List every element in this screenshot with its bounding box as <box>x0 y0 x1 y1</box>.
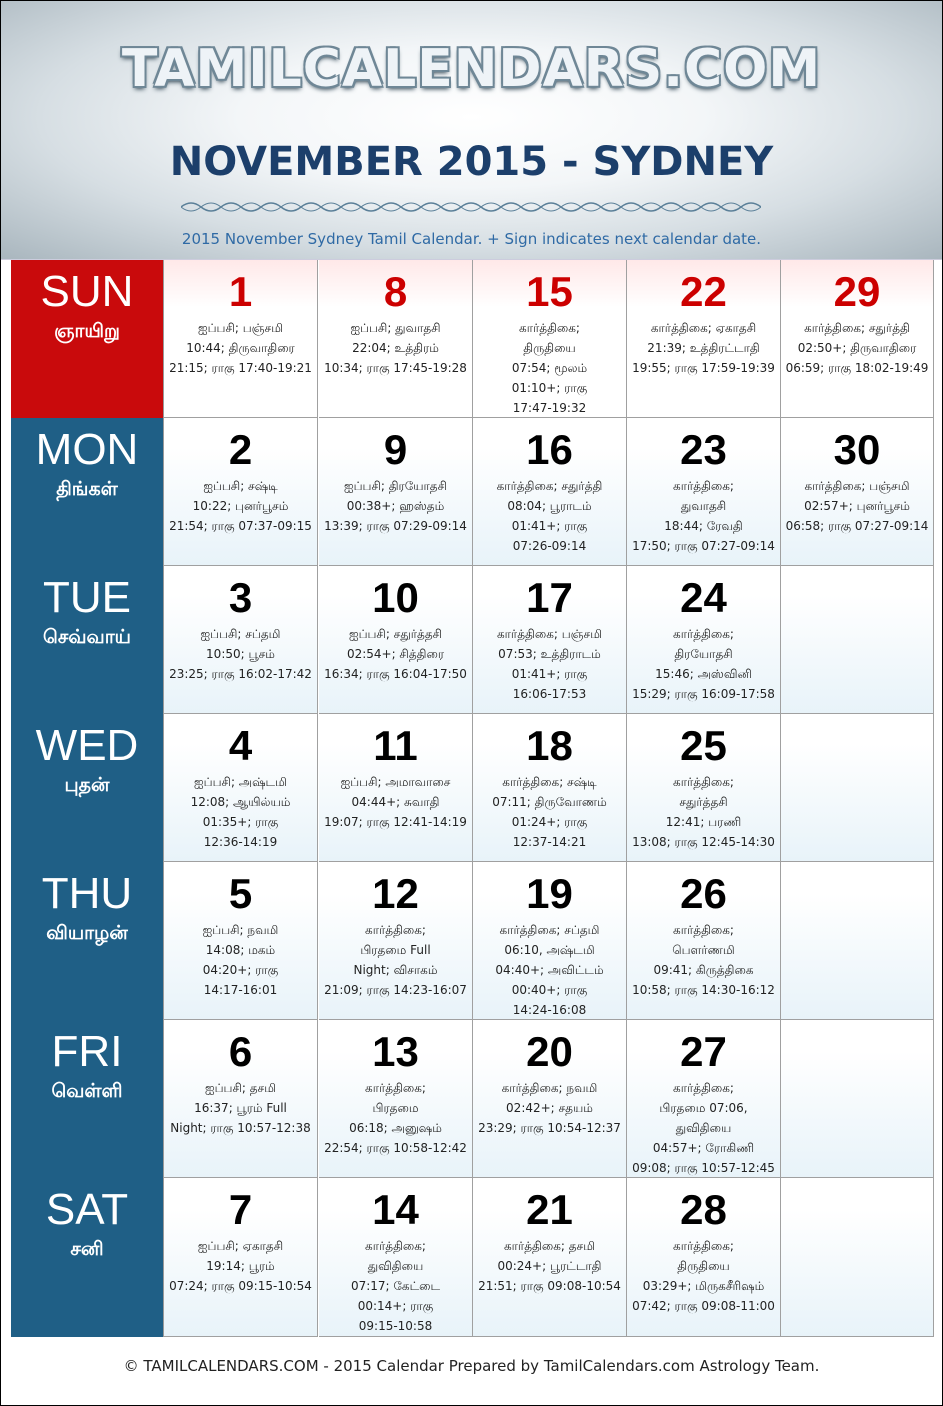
panchang-details <box>164 624 317 684</box>
date-number: 2 <box>228 426 253 473</box>
detail-line: 10:34; ராகு 17:45-19:28 <box>324 361 467 375</box>
header-banner <box>1 1 942 260</box>
empty-cell <box>781 566 934 714</box>
week-row-thu <box>11 862 934 1020</box>
detail-line: திருதியை <box>523 341 576 355</box>
detail-line: 07:26-09:14 <box>512 539 587 553</box>
day-cell-19 <box>473 862 627 1020</box>
detail-line: 07:42; ராகு 09:08-11:00 <box>632 1299 775 1313</box>
detail-line: கார்த்திகை; <box>365 1081 426 1095</box>
detail-line: ஐப்பசி; ஏகாதசி <box>197 1239 284 1253</box>
detail-line: 13:39; ராகு 07:29-09:14 <box>324 519 467 533</box>
date-number: 24 <box>680 574 727 621</box>
ornament-divider <box>181 199 761 215</box>
day-cell-12 <box>319 862 473 1020</box>
weekday-tamil: வியாழன் <box>46 922 128 944</box>
date-number: 21 <box>526 1186 573 1233</box>
detail-line: 07:53; உத்திராடம் <box>498 647 601 661</box>
detail-line: 12:37-14:21 <box>512 835 587 849</box>
detail-line: கார்த்திகை; <box>673 1081 734 1095</box>
date-number: 3 <box>228 574 253 621</box>
day-cell-30 <box>781 418 934 566</box>
empty-cell <box>781 1020 934 1178</box>
day-cell-24 <box>627 566 781 714</box>
day-cell-18 <box>473 714 627 862</box>
detail-line: கார்த்திகை; பஞ்சமி <box>496 627 603 641</box>
panchang-details <box>164 1078 317 1138</box>
day-cell-22 <box>627 260 781 418</box>
weekday-english: SUN <box>40 267 134 316</box>
detail-line: ஐப்பசி; சதுர்த்தசி <box>348 627 443 641</box>
day-cell-20 <box>473 1020 627 1178</box>
panchang-details <box>627 1078 780 1178</box>
detail-line: 18:44; ரேவதி <box>664 519 743 533</box>
detail-line: 02:50+; திருவாதிரை <box>797 341 917 355</box>
detail-line: 09:15-10:58 <box>358 1319 433 1333</box>
panchang-details <box>319 920 472 1000</box>
detail-line: 06:18; அனுஷம் <box>349 1121 442 1135</box>
panchang-details <box>627 1236 780 1316</box>
site-logo-title[interactable]: TAMILCALENDARS.COM <box>121 39 822 99</box>
detail-line: 23:29; ராகு 10:54-12:37 <box>478 1121 621 1135</box>
day-cell-28 <box>627 1178 781 1337</box>
weekday-english: WED <box>35 721 139 770</box>
weekday-label-wed <box>11 714 164 862</box>
month-title: NOVEMBER 2015 - SYDNEY <box>169 139 774 185</box>
day-cell-2 <box>164 418 318 566</box>
detail-line: ஐப்பசி; அஷ்டமி <box>194 775 287 789</box>
detail-line: ஐப்பசி; அமாவாசை <box>340 775 451 789</box>
detail-line: கார்த்திகை; <box>673 1239 734 1253</box>
detail-line: Night; விசாகம் <box>353 963 438 977</box>
date-number: 6 <box>228 1028 253 1075</box>
detail-line: 14:08; மகம் <box>205 943 276 957</box>
weekday-label-sat <box>11 1178 164 1337</box>
date-number: 14 <box>372 1186 419 1233</box>
detail-line: 03:29+; மிருகசீரிஷம் <box>642 1279 765 1293</box>
day-cell-23 <box>627 418 781 566</box>
week-row-sun <box>11 260 934 418</box>
day-cell-26 <box>627 862 781 1020</box>
detail-line: ஐப்பசி; தசமி <box>204 1081 277 1095</box>
weekday-label-mon <box>11 418 164 566</box>
date-number: 4 <box>228 722 253 769</box>
date-number: 26 <box>680 870 727 917</box>
detail-line: 00:24+; பூரட்டாதி <box>497 1259 602 1273</box>
date-number: 25 <box>680 722 727 769</box>
detail-line: திரயோதசி <box>674 647 733 661</box>
detail-line: கார்த்திகை; <box>519 321 580 335</box>
detail-line: 12:41; பரணி <box>665 815 742 829</box>
day-cell-9 <box>319 418 473 566</box>
detail-line: கார்த்திகை; நவமி <box>501 1081 598 1095</box>
date-number: 8 <box>383 268 408 315</box>
panchang-details <box>473 624 626 704</box>
detail-line: ஐப்பசி; திரயோதசி <box>343 479 448 493</box>
detail-line: 00:14+; ராகு <box>357 1299 434 1313</box>
date-number: 13 <box>372 1028 419 1075</box>
detail-line: ஐப்பசி; துவாதசி <box>350 321 441 335</box>
weekday-label-thu <box>11 862 164 1020</box>
date-number: 16 <box>526 426 573 473</box>
date-number: 5 <box>228 870 253 917</box>
detail-line: ஐப்பசி; நவமி <box>202 923 279 937</box>
panchang-details <box>473 1236 626 1296</box>
panchang-details <box>627 772 780 852</box>
detail-line: திருதியை <box>677 1259 730 1273</box>
date-number: 22 <box>680 268 727 315</box>
detail-line: 21:39; உத்திரட்டாதி <box>647 341 760 355</box>
weekday-tamil: ஞாயிறு <box>54 320 120 342</box>
day-cell-6 <box>164 1020 318 1178</box>
weekday-english: THU <box>41 869 133 918</box>
panchang-details <box>473 318 626 418</box>
day-cell-13 <box>319 1020 473 1178</box>
day-cell-17 <box>473 566 627 714</box>
detail-line: 07:54; மூலம் <box>511 361 588 375</box>
detail-line: 14:17-16:01 <box>203 983 278 997</box>
weekday-english: FRI <box>51 1027 123 1076</box>
weekday-english: SAT <box>45 1185 129 1234</box>
detail-line: 10:50; பூசம் <box>206 647 275 661</box>
detail-line: கார்த்திகை; <box>673 479 734 493</box>
detail-line: கார்த்திகை; பஞ்சமி <box>804 479 910 493</box>
detail-line: 01:41+; ராகு <box>511 519 588 533</box>
panchang-details <box>781 318 933 378</box>
detail-line: ஐப்பசி; பஞ்சமி <box>197 321 284 335</box>
day-cell-5 <box>164 862 318 1020</box>
detail-line: 17:47-19:32 <box>512 401 587 415</box>
detail-line: 15:46; அஸ்வினி <box>655 667 752 681</box>
day-cell-4 <box>164 714 318 862</box>
day-cell-8 <box>319 260 473 418</box>
detail-line: 12:36-14:19 <box>203 835 278 849</box>
date-number: 27 <box>680 1028 727 1075</box>
date-number: 28 <box>680 1186 727 1233</box>
date-number: 30 <box>833 426 881 473</box>
detail-line: 10:44; திருவாதிரை <box>186 341 295 355</box>
detail-line: 06:59; ராகு 18:02-19:49 <box>785 361 929 375</box>
detail-line: கார்த்திகை; <box>365 1239 426 1253</box>
detail-line: பிரதமை <box>372 1101 419 1115</box>
panchang-details <box>627 920 780 1000</box>
detail-line: 09:08; ராகு 10:57-12:45 <box>632 1161 775 1175</box>
day-cell-7 <box>164 1178 318 1337</box>
day-cell-14 <box>319 1178 473 1337</box>
day-cell-29 <box>781 260 934 418</box>
detail-line: கார்த்திகை; தசமி <box>503 1239 596 1253</box>
panchang-details <box>319 1236 472 1336</box>
detail-line: துவிதியை <box>675 1121 732 1135</box>
detail-line: 02:42+; சதயம் <box>506 1101 593 1115</box>
detail-line: 01:24+; ராகு <box>511 815 588 829</box>
detail-line: 21:09; ராகு 14:23-16:07 <box>324 983 467 997</box>
detail-line: 06:58; ராகு 07:27-09:14 <box>785 519 929 533</box>
detail-line: 16:34; ராகு 16:04-17:50 <box>324 667 467 681</box>
detail-line: 01:10+; ராகு <box>511 381 588 395</box>
week-row-sat <box>11 1178 934 1337</box>
detail-line: கார்த்திகை; <box>673 923 734 937</box>
detail-line: கார்த்திகை; சதுர்த்தி <box>804 321 910 335</box>
detail-line: 21:51; ராகு 09:08-10:54 <box>478 1279 621 1293</box>
detail-line: 12:08; ஆயில்யம் <box>190 795 291 809</box>
week-row-tue <box>11 566 934 714</box>
footer-credit: © TAMILCALENDARS.COM - 2015 Calendar Prepared by TamilCalendars.com Astrology Team. <box>123 1357 820 1375</box>
date-number: 23 <box>680 426 727 473</box>
panchang-details <box>164 920 317 1000</box>
detail-line: பௌர்ணமி <box>672 943 735 957</box>
detail-line: கார்த்திகை; <box>673 627 734 641</box>
detail-line: 00:38+; ஹஸ்தம் <box>346 499 445 513</box>
day-cell-25 <box>627 714 781 862</box>
detail-line: 07:17; கேட்டை <box>350 1279 441 1293</box>
detail-line: 22:54; ராகு 10:58-12:42 <box>324 1141 467 1155</box>
detail-line: கார்த்திகை; சஷ்டி <box>502 775 597 789</box>
day-cell-11 <box>319 714 473 862</box>
detail-line: கார்த்திகை; சப்தமி <box>499 923 600 937</box>
detail-line: கார்த்திகை; <box>365 923 426 937</box>
date-number: 1 <box>228 268 253 315</box>
day-cell-1 <box>164 260 318 418</box>
detail-line: 13:08; ராகு 12:45-14:30 <box>632 835 775 849</box>
panchang-details <box>781 476 933 536</box>
detail-line: 04:20+; ராகு <box>202 963 279 977</box>
day-cell-21 <box>473 1178 627 1337</box>
panchang-details <box>473 1078 626 1138</box>
detail-line: 02:54+; சித்திரை <box>346 647 445 661</box>
detail-line: 10:22; புனர்பூசம் <box>192 499 289 513</box>
panchang-details <box>473 476 626 556</box>
date-number: 12 <box>372 870 419 917</box>
detail-line: 01:41+; ராகு <box>511 667 588 681</box>
date-number: 29 <box>833 268 881 315</box>
detail-line: ஐப்பசி; சஷ்டி <box>203 479 278 493</box>
detail-line: ஐப்பசி; சப்தமி <box>200 627 281 641</box>
detail-line: சதுர்த்தசி <box>679 795 728 809</box>
day-cell-3 <box>164 566 318 714</box>
week-row-wed <box>11 714 934 862</box>
panchang-details <box>319 476 472 536</box>
weekday-tamil: திங்கள் <box>56 478 118 500</box>
day-cell-10 <box>319 566 473 714</box>
date-number: 18 <box>526 722 573 769</box>
detail-line: 10:58; ராகு 14:30-16:12 <box>632 983 775 997</box>
calendar-grid <box>11 260 934 1338</box>
week-row-fri <box>11 1020 934 1178</box>
detail-line: கார்த்திகை; சதுர்த்தி <box>496 479 603 493</box>
detail-line: 16:37; பூரம் Full <box>194 1101 287 1115</box>
detail-line: 04:40+; அவிட்டம் <box>495 963 604 977</box>
date-number: 9 <box>383 426 408 473</box>
weekday-english: MON <box>35 425 139 474</box>
detail-line: கார்த்திகை; ஏகாதசி <box>650 321 757 335</box>
panchang-details <box>164 318 317 378</box>
day-cell-27 <box>627 1020 781 1178</box>
detail-line: 21:54; ராகு 07:37-09:15 <box>169 519 312 533</box>
date-number: 20 <box>526 1028 573 1075</box>
empty-cell <box>781 714 934 862</box>
weekday-tamil: சனி <box>70 1238 104 1260</box>
detail-line: பிரதமை Full <box>360 943 431 957</box>
panchang-details <box>164 772 317 852</box>
weekday-tamil: புதன் <box>64 774 110 796</box>
detail-line: துவிதியை <box>367 1259 424 1273</box>
panchang-details <box>319 318 472 378</box>
weekday-tamil: செவ்வாய் <box>43 626 131 648</box>
detail-line: 02:57+; புனர்பூசம் <box>804 499 910 513</box>
detail-line: 23:25; ராகு 16:02-17:42 <box>169 667 312 681</box>
weekday-label-tue <box>11 566 164 714</box>
panchang-details <box>164 1236 317 1296</box>
panchang-details <box>319 1078 472 1158</box>
panchang-details <box>627 318 780 378</box>
detail-line: 04:44+; சுவாதி <box>351 795 440 809</box>
detail-line: துவாதசி <box>680 499 727 513</box>
panchang-details <box>473 920 626 1020</box>
detail-line: 22:04; உத்திரம் <box>352 341 439 355</box>
detail-line: 08:04; பூராடம் <box>507 499 592 513</box>
empty-cell <box>781 1178 934 1337</box>
panchang-details <box>164 476 317 536</box>
detail-line: 19:07; ராகு 12:41-14:19 <box>324 815 467 829</box>
date-number: 17 <box>526 574 573 621</box>
detail-line: 01:35+; ராகு <box>202 815 279 829</box>
detail-line: 06:10, அஷ்டமி <box>504 943 595 957</box>
day-cell-15 <box>473 260 627 418</box>
detail-line: 19:14; பூரம் <box>206 1259 275 1273</box>
detail-line: 21:15; ராகு 17:40-19:21 <box>169 361 312 375</box>
detail-line: 04:57+; ரோகிணி <box>652 1141 755 1155</box>
panchang-details <box>627 624 780 704</box>
date-number: 10 <box>372 574 419 621</box>
date-number: 11 <box>373 722 418 769</box>
date-number: 15 <box>526 268 573 315</box>
detail-line: 17:50; ராகு 07:27-09:14 <box>632 539 775 553</box>
date-number: 19 <box>526 870 573 917</box>
detail-line: 14:24-16:08 <box>512 1003 587 1017</box>
detail-line: 00:40+; ராகு <box>511 983 588 997</box>
panchang-details <box>319 624 472 684</box>
week-row-mon <box>11 418 934 566</box>
detail-line: 19:55; ராகு 17:59-19:39 <box>632 361 775 375</box>
detail-line: கார்த்திகை; <box>673 775 734 789</box>
weekday-label-sun <box>11 260 164 418</box>
weekday-tamil: வெள்ளி <box>51 1080 123 1102</box>
detail-line: 09:41; கிருத்திகை <box>653 963 754 977</box>
calendar-subtitle: 2015 November Sydney Tamil Calendar. + Sign indicates next calendar date. <box>181 230 762 248</box>
detail-line: 07:11; திருவோணம் <box>492 795 607 809</box>
panchang-details <box>473 772 626 852</box>
day-cell-16 <box>473 418 627 566</box>
empty-cell <box>781 862 934 1020</box>
panchang-details <box>319 772 472 832</box>
detail-line: Night; ராகு 10:57-12:38 <box>170 1121 311 1135</box>
detail-line: பிரதமை 07:06, <box>659 1101 748 1115</box>
date-number: 7 <box>228 1186 253 1233</box>
detail-line: 16:06-17:53 <box>512 687 587 701</box>
panchang-details <box>627 476 780 556</box>
weekday-label-fri <box>11 1020 164 1178</box>
weekday-english: TUE <box>43 573 131 622</box>
detail-line: 07:24; ராகு 09:15-10:54 <box>169 1279 312 1293</box>
detail-line: 15:29; ராகு 16:09-17:58 <box>632 687 775 701</box>
